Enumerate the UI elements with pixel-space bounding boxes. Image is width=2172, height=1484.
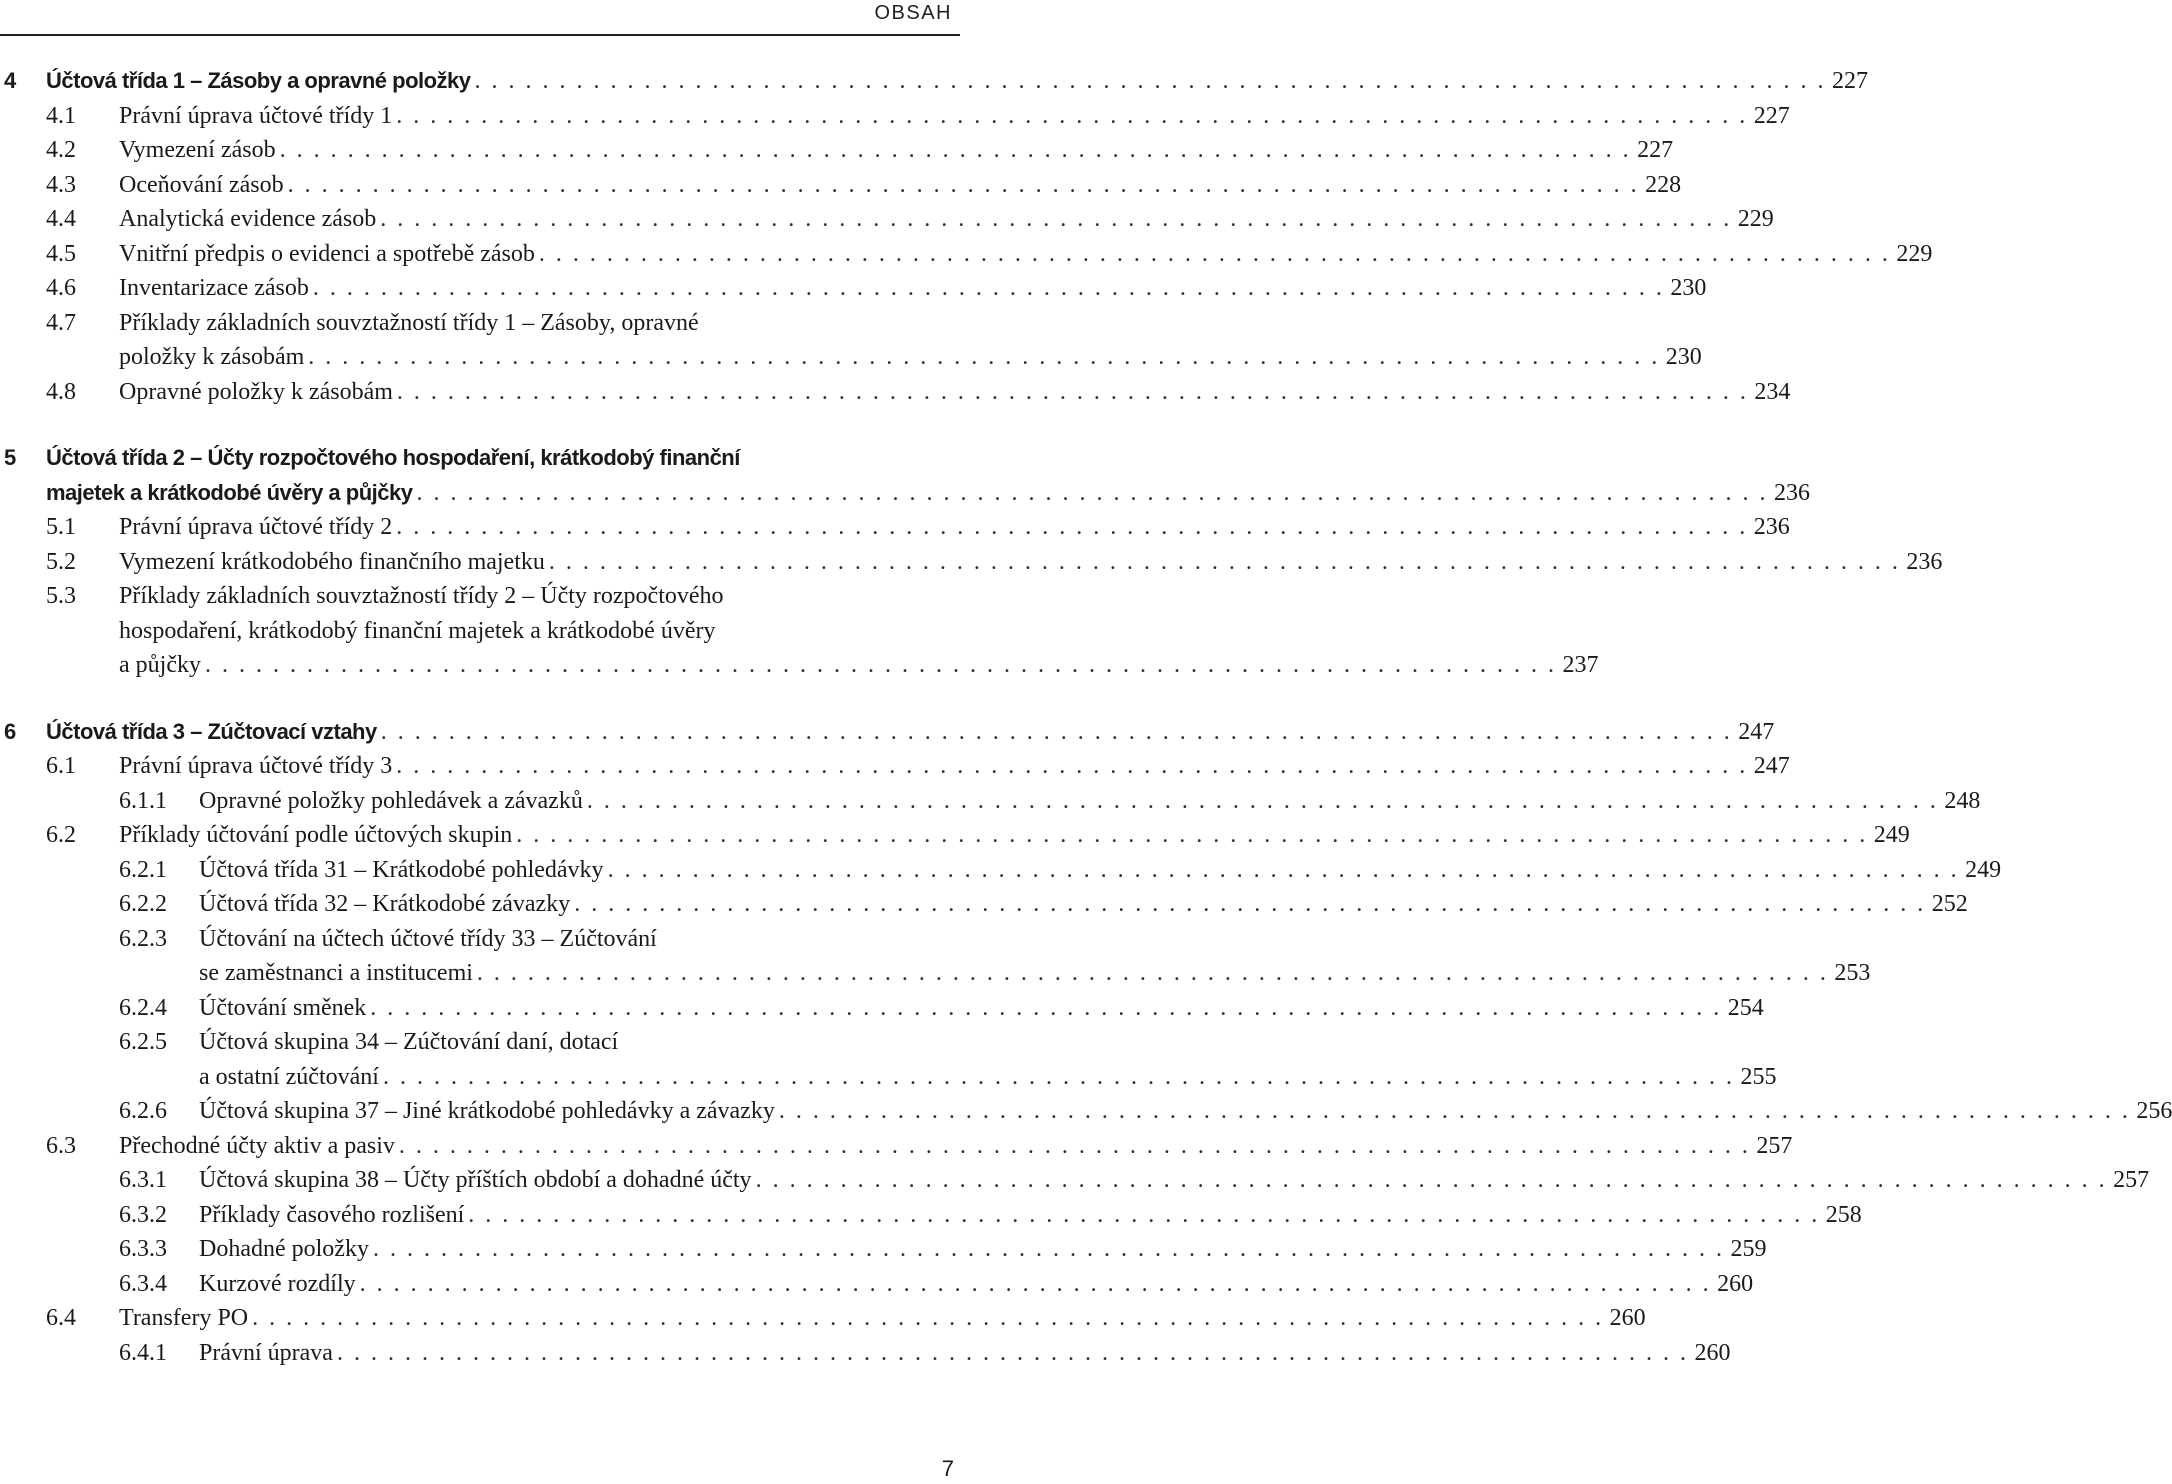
- toc-section-row[interactable]: [0, 1301, 1646, 1336]
- toc-page-number: 229: [1896, 240, 1933, 267]
- toc-entry-title: Přechodné účty aktiv a pasiv: [119, 1132, 395, 1159]
- toc-entry-number: 6: [4, 718, 16, 744]
- toc-subsection-row[interactable]: [0, 1025, 960, 1060]
- toc-section-row[interactable]: [0, 168, 1682, 203]
- dot-leader: . . . . . . . . . . . . . . . . . . . . . . . . . . . . . . . . . . . . . . . . . . . . . . . . . . . . . . . . . . . . . . . . . . . . . . . . . . . . . . . .: [312, 275, 1665, 301]
- toc-entry-number: 4.4: [46, 206, 76, 232]
- toc-section-row[interactable]: [0, 271, 1707, 306]
- dot-leader: . . . . . . . . . . . . . . . . . . . . . . . . . . . . . . . . . . . . . . . . . . . . . . . . . . . . . . . . . . . . . . . . . . . . . . . . . . . . . . . .: [607, 856, 1960, 883]
- dot-leader: . . . . . . . . . . . . . . . . . . . . . . . . . . . . . . . . . . . . . . . . . . . . . . . . . . . . . . . . . . . . . . . . . . . . . . . . . . . . . . . .: [380, 206, 1732, 232]
- dot-leader: . . . . . . . . . . . . . . . . . . . . . . . . . . . . . . . . . . . . . . . . . . . . . . . . . . . . . . . . . . . . . . . . . . . . . . . . . . . . . . . .: [380, 718, 1733, 745]
- toc-entry-number: 6.3.3: [119, 1236, 167, 1262]
- toc-entry-number: 6.4.1: [119, 1339, 167, 1366]
- dot-leader: . . . . . . . . . . . . . . . . . . . . . . . . . . . . . . . . . . . . . . . . . . . . . . . . . . . . . . . . . . . . . . . . . . . . . . . . . . . . . . . .: [396, 514, 1748, 540]
- chapter-group: [0, 64, 1933, 409]
- toc-entry-number: 6.2.4: [119, 994, 167, 1021]
- toc-section-row[interactable]: [0, 749, 1790, 784]
- dot-leader: . . . . . . . . . . . . . . . . . . . . . . . . . . . . . . . . . . . . . . . . . . . . . . . . . . . . . . . . . . . . . . . . . . . . . . . . . . . . . . . .: [287, 171, 1640, 198]
- toc-section-row[interactable]: [0, 818, 1910, 853]
- toc-entry-title: se zaměstnanci a institucemi: [199, 960, 473, 986]
- dot-leader: . . . . . . . . . . . . . . . . . . . . . . . . . . . . . . . . . . . . . . . . . . . . . . . . . . . . . . . . . . . . . . . . . . . . . . . . . . . . . . . .: [252, 1305, 1604, 1331]
- toc-entry-title: položky k zásobám: [119, 344, 305, 370]
- toc-entry-title: Opravné položky pohledávek a závazků: [199, 787, 583, 814]
- toc-entry-title: a půjčky: [119, 652, 201, 678]
- toc-subsection-row[interactable]: [0, 1232, 1767, 1267]
- toc-subsection-row[interactable]: [0, 1060, 1777, 1095]
- toc-section-row[interactable]: [0, 510, 1790, 545]
- toc-entry-title: Opravné položky k zásobám: [119, 378, 393, 405]
- toc-entry-title: Příklady základních souvztažností třídy 1 – Zásoby, opravné: [119, 309, 699, 336]
- dot-leader: . . . . . . . . . . . . . . . . . . . . . . . . . . . . . . . . . . . . . . . . . . . . . . . . . . . . . . . . . . . . . . . . . . . . . . . . . . . . . . . .: [396, 102, 1748, 129]
- toc-entry-title: Účtování na účtech účtové třídy 33 – Zúčtování: [199, 925, 657, 952]
- toc-entry-title: Příklady účtování podle účtových skupin: [119, 822, 513, 848]
- toc-page-number: 258: [1825, 1201, 1862, 1228]
- toc-entry-title: a ostatní zúčtování: [199, 1063, 379, 1090]
- toc-page-number: 228: [1645, 171, 1682, 198]
- dot-leader: . . . . . . . . . . . . . . . . . . . . . . . . . . . . . . . . . . . . . . . . . . . . . . . . . . . . . . . . . . . . . . . . . . . . . . . . . . . . . . . .: [372, 1236, 1725, 1262]
- toc-entry-title: Právní úprava účtové třídy 2: [119, 514, 393, 540]
- toc-entry-title: Účtová skupina 34 – Zúčtování daní, dotací: [199, 1029, 619, 1055]
- toc-chapter-row[interactable]: [0, 476, 1810, 511]
- toc-entry-number: 4.6: [46, 275, 76, 301]
- toc-entry-title: Účtová třída 3 – Zúčtovací vztahy: [46, 718, 377, 744]
- toc-page-number: 260: [1717, 1270, 1754, 1297]
- toc-entry-title: Oceňování zásob: [119, 171, 284, 198]
- toc-page-number: 248: [1944, 787, 1981, 814]
- toc-section-row[interactable]: [0, 648, 1599, 683]
- toc-subsection-row[interactable]: [0, 887, 1968, 922]
- toc-entry-number: 6.2.5: [119, 1029, 167, 1055]
- toc-subsection-row[interactable]: [0, 1267, 1754, 1302]
- toc-page-number: 230: [1670, 275, 1707, 301]
- dot-leader: . . . . . . . . . . . . . . . . . . . . . . . . . . . . . . . . . . . . . . . . . . . . . . . . . . . . . . . . . . . . . . . . . . . . . . . . . . . . . . . .: [398, 1132, 1751, 1159]
- toc-page-number: 230: [1665, 344, 1702, 370]
- toc-page-number: 254: [1727, 994, 1764, 1021]
- toc-entry-title: Vymezení krátkodobého finančního majetku: [119, 548, 545, 575]
- toc-page-number: 227: [1832, 68, 1869, 94]
- toc-entry-number: 6.3.4: [119, 1270, 167, 1297]
- toc-entry-title: hospodaření, krátkodobý finanční majetek a krátkodobé úvěry: [119, 617, 716, 644]
- dot-leader: . . . . . . . . . . . . . . . . . . . . . . . . . . . . . . . . . . . . . . . . . . . . . . . . . . . . . . . . . . . . . . . . . . . . . . . . . . . . . . . .: [468, 1201, 1820, 1228]
- dot-leader: . . . . . . . . . . . . . . . . . . . . . . . . . . . . . . . . . . . . . . . . . . . . . . . . . . . . . . . . . . . . . . . . . . . . . . . . . . . . . . . .: [370, 994, 1722, 1021]
- toc-page-number: 253: [1834, 960, 1871, 986]
- toc-page-number: 229: [1737, 206, 1774, 232]
- dot-leader: . . . . . . . . . . . . . . . . . . . . . . . . . . . . . . . . . . . . . . . . . . . . . . . . . . . . . . . . . . . . . . . . . . . . . . . . . . . . . . . .: [574, 891, 1926, 917]
- toc-section-row[interactable]: [0, 1129, 1793, 1164]
- toc-page-number: 247: [1753, 753, 1790, 779]
- toc-entry-number: 5.2: [46, 548, 76, 575]
- toc-entry-title: Kurzové rozdíly: [199, 1270, 356, 1297]
- toc-entry-number: 4.7: [46, 309, 76, 336]
- toc-subsection-row[interactable]: [0, 1163, 2150, 1198]
- dot-leader: . . . . . . . . . . . . . . . . . . . . . . . . . . . . . . . . . . . . . . . . . . . . . . . . . . . . . . . . . . . . . . . . . . . . . . . . . . . . . . . .: [516, 822, 1868, 848]
- toc-page-number: 227: [1753, 102, 1790, 129]
- toc-page-number: 249: [1873, 822, 1910, 848]
- toc-section-row[interactable]: [0, 614, 960, 649]
- toc-section-row[interactable]: [0, 306, 960, 341]
- toc-entry-number: 6.3.1: [119, 1167, 167, 1193]
- toc-entry-number: 4: [4, 68, 16, 93]
- toc-entry-title: Právní úprava: [199, 1339, 333, 1366]
- toc-entry-title: Vymezení zásob: [119, 137, 276, 163]
- toc-subsection-row[interactable]: [0, 922, 960, 957]
- toc-page-number: 260: [1694, 1339, 1731, 1366]
- toc-page-number: 234: [1754, 378, 1791, 405]
- toc-entry-title: Transfery PO: [119, 1305, 249, 1331]
- toc-entry-number: 5.3: [46, 583, 76, 609]
- toc-page-number: 257: [2113, 1167, 2150, 1193]
- toc-entry-number: 4.8: [46, 378, 76, 405]
- toc-entry-number: 6.2.1: [119, 856, 167, 883]
- table-of-contents: [0, 64, 2172, 1402]
- header-rule: [0, 34, 960, 36]
- toc-entry-number: 6.3.2: [119, 1201, 167, 1228]
- dot-leader: . . . . . . . . . . . . . . . . . . . . . . . . . . . . . . . . . . . . . . . . . . . . . . . . . . . . . . . . . . . . . . . . . . . . . . . . . . . . . . . .: [416, 479, 1768, 506]
- toc-entry-title: Inventarizace zásob: [119, 275, 309, 301]
- dot-leader: . . . . . . . . . . . . . . . . . . . . . . . . . . . . . . . . . . . . . . . . . . . . . . . . . . . . . . . . . . . . . . . . . . . . . . . . . . . . . . . .: [279, 137, 1632, 163]
- toc-subsection-row[interactable]: [0, 1198, 1862, 1233]
- toc-page-number: 259: [1730, 1236, 1767, 1262]
- toc-entry-number: 5.1: [46, 514, 76, 540]
- toc-entry-number: 4.5: [46, 240, 76, 267]
- toc-entry-number: 6.2.3: [119, 925, 167, 952]
- toc-subsection-row[interactable]: [0, 956, 1871, 991]
- toc-section-row[interactable]: [0, 545, 1943, 580]
- toc-subsection-row[interactable]: [0, 853, 2002, 888]
- running-header: OBSAH: [874, 2, 952, 24]
- toc-entry-title: Účtová třída 1 – Zásoby a opravné položky: [46, 68, 471, 93]
- toc-entry-title: Analytická evidence zásob: [119, 206, 377, 232]
- toc-page-number: 236: [1753, 514, 1790, 540]
- toc-entry-number: 5: [4, 445, 16, 470]
- toc-chapter-row[interactable]: [0, 64, 1869, 99]
- toc-entry-title: Účtová skupina 37 – Jiné krátkodobé pohledávky a závazky: [199, 1098, 775, 1124]
- dot-leader: . . . . . . . . . . . . . . . . . . . . . . . . . . . . . . . . . . . . . . . . . . . . . . . . . . . . . . . . . . . . . . . . . . . . . . . . . . . . . . . .: [474, 68, 1827, 94]
- toc-entry-title: Účtování směnek: [199, 994, 367, 1021]
- toc-section-row[interactable]: [0, 202, 1774, 237]
- dot-leader: . . . . . . . . . . . . . . . . . . . . . . . . . . . . . . . . . . . . . . . . . . . . . . . . . . . . . . . . . . . . . . . . . . . . . . . . . . . . . . . .: [382, 1063, 1735, 1090]
- toc-page-number: 236: [1773, 479, 1810, 506]
- chapter-group: [0, 441, 1943, 683]
- toc-section-row[interactable]: [0, 99, 1790, 134]
- toc-page-number: 236: [1906, 548, 1943, 575]
- toc-entry-title: Právní úprava účtové třídy 1: [119, 102, 393, 129]
- dot-leader: . . . . . . . . . . . . . . . . . . . . . . . . . . . . . . . . . . . . . . . . . . . . . . . . . . . . . . . . . . . . . . . . . . . . . . . . . . . . . . . .: [586, 787, 1939, 814]
- toc-entry-number: 4.2: [46, 137, 76, 163]
- dot-leader: . . . . . . . . . . . . . . . . . . . . . . . . . . . . . . . . . . . . . . . . . . . . . . . . . . . . . . . . . . . . . . . . . . . . . . . . . . . . . . . .: [755, 1167, 2108, 1193]
- toc-entry-number: 4.1: [46, 102, 76, 129]
- toc-entry-title: Účtová třída 2 – Účty rozpočtového hospodaření, krátkodobý finanční: [46, 445, 740, 470]
- toc-page-number: 247: [1738, 718, 1775, 745]
- toc-page-number: 260: [1609, 1305, 1646, 1331]
- toc-entry-number: 4.3: [46, 171, 76, 198]
- toc-section-row[interactable]: [0, 133, 1674, 168]
- toc-entry-number: 6.2.2: [119, 891, 167, 917]
- chapter-group: [0, 715, 2172, 1371]
- toc-entry-number: 6.2: [46, 822, 76, 848]
- toc-section-row[interactable]: [0, 237, 1933, 272]
- toc-page-number: 237: [1562, 652, 1599, 678]
- toc-section-row[interactable]: [0, 579, 960, 614]
- dot-leader: . . . . . . . . . . . . . . . . . . . . . . . . . . . . . . . . . . . . . . . . . . . . . . . . . . . . . . . . . . . . . . . . . . . . . . . . . . . . . . . .: [308, 344, 1660, 370]
- toc-page-number: 227: [1637, 137, 1674, 163]
- toc-entry-number: 6.4: [46, 1305, 76, 1331]
- toc-subsection-row[interactable]: [0, 1336, 1731, 1371]
- toc-section-row[interactable]: [0, 340, 1702, 375]
- toc-entry-title: Právní úprava účtové třídy 3: [119, 753, 393, 779]
- toc-entry-title: Příklady časového rozlišení: [199, 1201, 465, 1228]
- toc-entry-title: Vnitřní předpis o evidenci a spotřebě zásob: [119, 240, 535, 267]
- toc-entry-number: 6.3: [46, 1132, 76, 1159]
- dot-leader: . . . . . . . . . . . . . . . . . . . . . . . . . . . . . . . . . . . . . . . . . . . . . . . . . . . . . . . . . . . . . . . . . . . . . . . . . . . . . . . .: [548, 548, 1901, 575]
- toc-entry-title: Příklady základních souvztažností třídy 2 – Účty rozpočtového: [119, 583, 724, 609]
- dot-leader: . . . . . . . . . . . . . . . . . . . . . . . . . . . . . . . . . . . . . . . . . . . . . . . . . . . . . . . . . . . . . . . . . . . . . . . . . . . . . . . .: [204, 652, 1557, 678]
- dot-leader: . . . . . . . . . . . . . . . . . . . . . . . . . . . . . . . . . . . . . . . . . . . . . . . . . . . . . . . . . . . . . . . . . . . . . . . . . . . . . . . .: [538, 240, 1891, 267]
- toc-entry-title: Účtová třída 32 – Krátkodobé závazky: [199, 891, 571, 917]
- toc-entry-title: majetek a krátkodobé úvěry a půjčky: [46, 479, 413, 505]
- toc-entry-number: 6.1.1: [119, 787, 167, 814]
- toc-page-number: 255: [1740, 1063, 1777, 1090]
- toc-entry-number: 6.2.6: [119, 1098, 167, 1124]
- toc-section-row[interactable]: [0, 375, 1791, 410]
- toc-subsection-row[interactable]: [0, 991, 1764, 1026]
- toc-entry-title: Účtová třída 31 – Krátkodobé pohledávky: [199, 856, 604, 883]
- dot-leader: . . . . . . . . . . . . . . . . . . . . . . . . . . . . . . . . . . . . . . . . . . . . . . . . . . . . . . . . . . . . . . . . . . . . . . . . . . . . . . . .: [476, 960, 1829, 986]
- dot-leader: . . . . . . . . . . . . . . . . . . . . . . . . . . . . . . . . . . . . . . . . . . . . . . . . . . . . . . . . . . . . . . . . . . . . . . . . . . . . . . . .: [396, 378, 1749, 405]
- toc-entry-title: Dohadné položky: [199, 1236, 369, 1262]
- dot-leader: . . . . . . . . . . . . . . . . . . . . . . . . . . . . . . . . . . . . . . . . . . . . . . . . . . . . . . . . . . . . . . . . . . . . . . . . . . . . . . . .: [336, 1339, 1689, 1366]
- toc-chapter-row[interactable]: [0, 715, 1775, 750]
- toc-page-number: 249: [1965, 856, 2002, 883]
- toc-page-number: 256: [2136, 1098, 2172, 1124]
- toc-subsection-row[interactable]: [0, 784, 1981, 819]
- page-number: 7: [941, 1456, 954, 1481]
- dot-leader: . . . . . . . . . . . . . . . . . . . . . . . . . . . . . . . . . . . . . . . . . . . . . . . . . . . . . . . . . . . . . . . . . . . . . . . . . . . . . . . .: [359, 1270, 1712, 1297]
- toc-page-number: 252: [1931, 891, 1968, 917]
- dot-leader: . . . . . . . . . . . . . . . . . . . . . . . . . . . . . . . . . . . . . . . . . . . . . . . . . . . . . . . . . . . . . . . . . . . . . . . . . . . . . . . .: [778, 1098, 2131, 1124]
- toc-page-number: 257: [1756, 1132, 1793, 1159]
- toc-entry-title: Účtová skupina 38 – Účty příštích období a dohadné účty: [199, 1167, 752, 1193]
- toc-entry-number: 6.1: [46, 753, 76, 779]
- dot-leader: . . . . . . . . . . . . . . . . . . . . . . . . . . . . . . . . . . . . . . . . . . . . . . . . . . . . . . . . . . . . . . . . . . . . . . . . . . . . . . . .: [396, 753, 1748, 779]
- toc-chapter-row[interactable]: [0, 441, 960, 476]
- toc-subsection-row[interactable]: [0, 1094, 2172, 1129]
